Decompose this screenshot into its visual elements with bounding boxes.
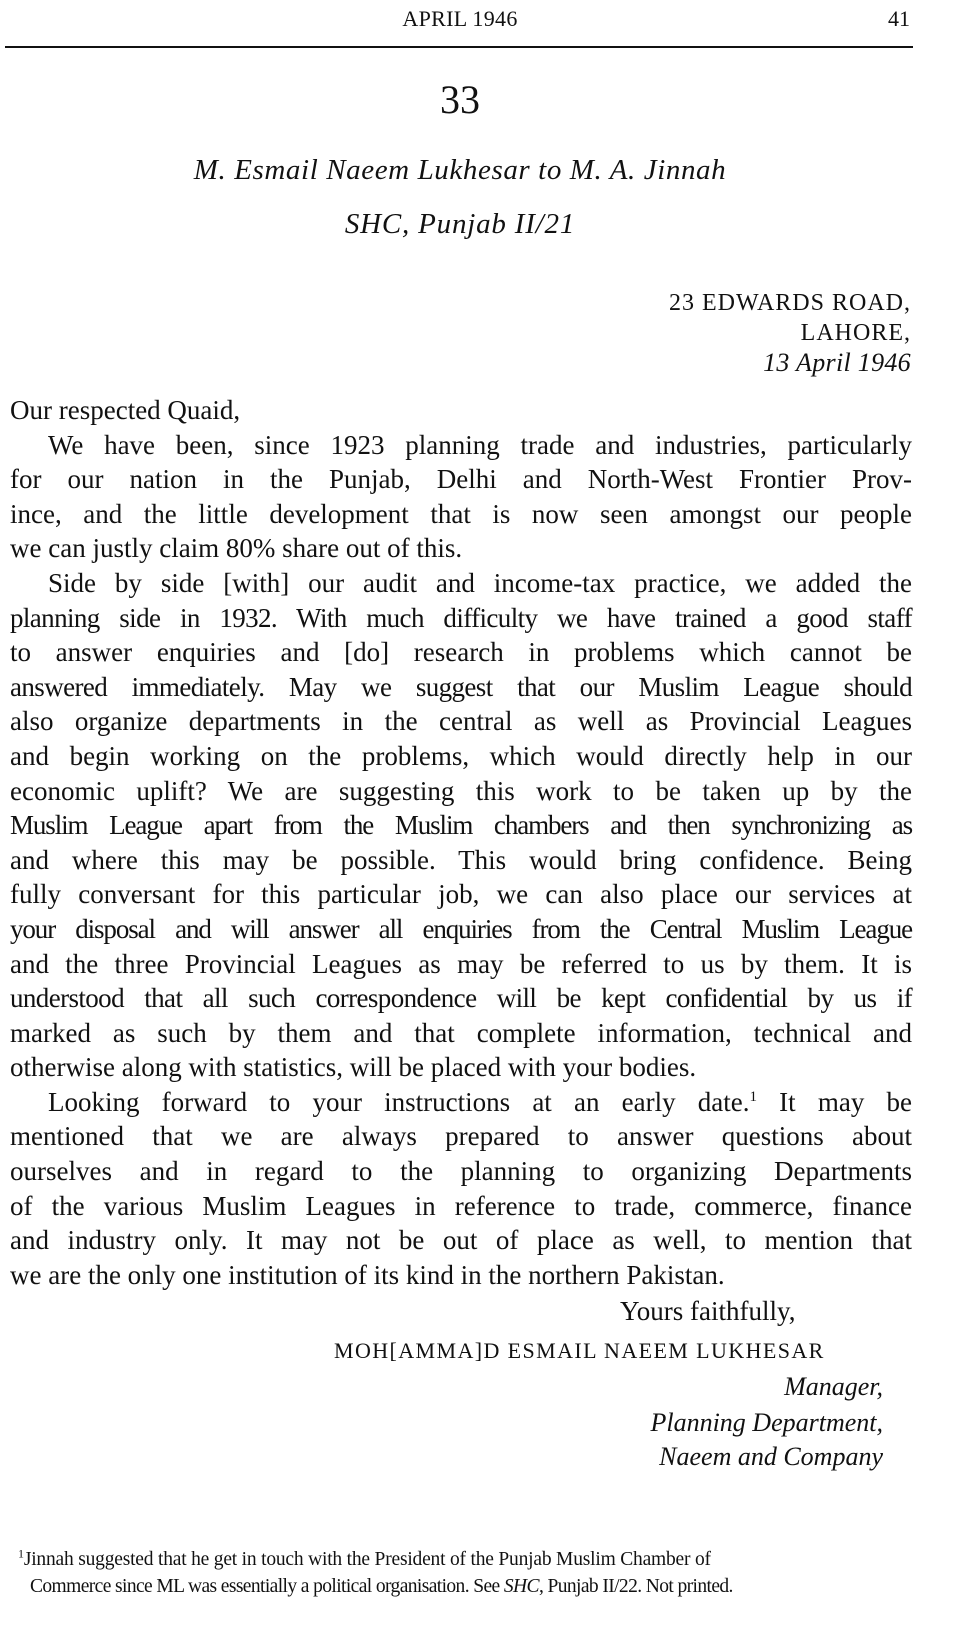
footnote-source-abbrev: SHC <box>503 1576 539 1597</box>
signatory-department: Planning Department, <box>650 1408 883 1437</box>
paragraph-line: ourselves and in regard to the planning to organizing Departments <box>10 1156 912 1187</box>
paragraph-line: and the three Provincial Leagues as may be referred to us by them. It is <box>10 948 912 979</box>
paragraph-line: and begin working on the problems, which would directly help in our <box>10 740 912 771</box>
letter-body <box>10 393 912 1292</box>
paragraph-line: answered immediately. May we suggest that our Muslim League should <box>10 671 912 702</box>
salutation: Our respected Quaid, <box>10 395 241 425</box>
running-title: APRIL 1946 <box>402 6 518 31</box>
closing-phrase: Yours faithfully, <box>620 1296 796 1326</box>
paragraph-line: for our nation in the Punjab, Delhi and North-West Frontier Prov- <box>10 464 912 495</box>
paragraph-line: marked as such by them and that complete information, technical and <box>10 1017 912 1048</box>
footnote-line <box>18 1573 922 1600</box>
paragraph-1 <box>10 428 912 566</box>
address-city: LAHORE, <box>800 320 911 346</box>
letter-date: 13 April 1946 <box>763 348 911 377</box>
paragraph-line: we are the only one institution of its kind in the northern Pakistan. <box>10 1259 725 1290</box>
footnote <box>18 1546 922 1600</box>
footnote-text: , Punjab II/22. Not printed. <box>538 1576 733 1597</box>
paragraph-line: of the various Muslim Leagues in reference to trade, commerce, finance <box>10 1190 912 1221</box>
signatory-title: Manager, <box>784 1372 883 1401</box>
paragraph-line: economic uplift? We are suggesting this work to be taken up by the <box>10 775 912 806</box>
signatory-name: MOH[AMMA]D ESMAIL NAEEM LUKHESAR <box>334 1338 825 1363</box>
paragraph-2 <box>10 566 912 1085</box>
document-source: SHC, Punjab II/21 <box>344 208 576 240</box>
paragraph-line: your disposal and will answer all enquiries from the Central Muslim League <box>10 913 912 944</box>
paragraph-line: to answer enquiries and [do] research in problems which cannot be <box>10 637 912 668</box>
paragraph-3 <box>10 1085 912 1293</box>
header-rule <box>5 46 913 48</box>
footnote-text: Commerce since ML was essentially a political organisation. See <box>30 1576 504 1597</box>
paragraph-line: also organize departments in the central as well as Provincial Leagues <box>10 706 912 737</box>
sender-address <box>669 288 911 378</box>
address-street: 23 EDWARDS ROAD, <box>668 290 911 316</box>
paragraph-line: planning side in 1932. With much difficulty we have trained a good staff <box>10 602 912 633</box>
signatory-company: Naeem and Company <box>659 1442 883 1471</box>
paragraph-line: We have been, since 1923 planning trade and industries, particularly <box>48 429 912 460</box>
paragraph-line: otherwise along with statistics, will be placed with your bodies. <box>10 1052 697 1083</box>
paragraph-line: we can justly claim 80% share out of this. <box>10 533 463 564</box>
footnote-text: Jinnah suggested that he get in touch with the President of the Punjab Muslim Chamber of <box>23 1549 711 1570</box>
paragraph-line: ince, and the little development that is now seen amongst our people <box>10 498 912 529</box>
paragraph-line: fully conversant for this particular job, we can also place our services at <box>10 879 912 910</box>
paragraph-line: and where this may be possible. This would bring confidence. Being <box>10 844 912 875</box>
running-head <box>0 4 968 34</box>
document-number: 33 <box>440 77 480 122</box>
paragraph-line: Side by side [with] our audit and income-tax practice, we added the <box>48 567 912 598</box>
paragraph-line: and industry only. It may not be out of place as well, to mention that <box>10 1225 912 1256</box>
footnote-reference[interactable]: 1 <box>749 1088 757 1105</box>
paragraph-line <box>10 1085 912 1120</box>
paragraph-text: It may be <box>757 1086 912 1117</box>
paragraph-line: understood that all such correspondence will be kept confidential by us if <box>10 983 912 1014</box>
paragraph-text: Looking forward to your instructions at an early date. <box>48 1086 750 1117</box>
paragraph-line: mentioned that we are always prepared to answer questions about <box>10 1121 912 1152</box>
document-title: M. Esmail Naeem Lukhesar to M. A. Jinnah <box>193 154 727 186</box>
paragraph-line: Muslim League apart from the Muslim chambers and then synchronizing as <box>10 810 912 841</box>
page-number: 41 <box>888 6 910 31</box>
footnote-mark: 1 <box>18 1546 24 1561</box>
footnote-line <box>18 1546 922 1573</box>
